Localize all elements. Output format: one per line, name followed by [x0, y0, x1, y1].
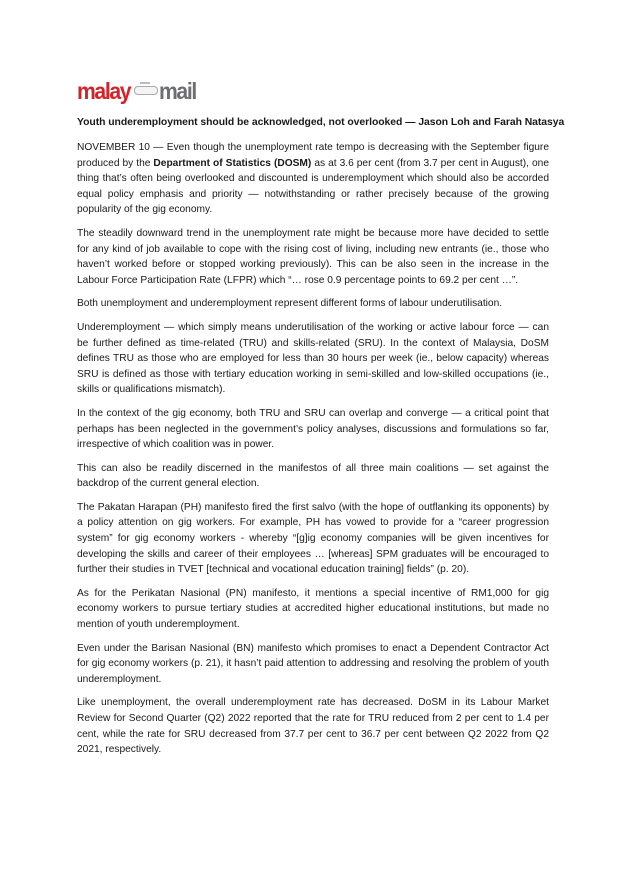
article-paragraph-1 — [77, 140, 549, 218]
paragraph-text: NOVEMBER 10 — Even though the unemployment rate tempo is decreasing with the September figure produced by the — [77, 142, 549, 169]
dosm-bold-text: Department of Statistics (DOSM) — [153, 157, 312, 169]
malay-mail-logo — [77, 76, 549, 102]
article-headline: Youth underemployment should be acknowledged, not overlooked — Jason Loh and Farah Natasya — [77, 117, 565, 128]
logo-text-mail: mail — [158, 78, 196, 104]
article-paragraph-7: The Pakatan Harapan (PH) manifesto fired the first salvo (with the hope of outflanking its opponents) by a policy attention on gig workers. For example, PH has vowed to provide for a “career progression system” for gig economy workers - whereby “[g]ig economy companies will be given incentives for developing the skills and career of their employees … [whereas] SPM graduates will be encouraged to further their studies in TVET [technical and vocational education training] fields” (p. 20). — [77, 501, 549, 576]
article-paragraph-9: Even under the Barisan Nasional (BN) manifesto which promises to enact a Dependent Contractor Act for gig economy workers (p. 21), it hasn’t paid attention to addressing and resolving the problem of youth underemployment. — [77, 642, 549, 685]
article-paragraph-6: This can also be readily discerned in the manifestos of all three main coalitions — set against the backdrop of the current general election. — [77, 462, 549, 490]
logo-link-icon — [134, 86, 158, 95]
article-paragraph-3: Both unemployment and underemployment represent different forms of labour underutilisation. — [77, 298, 503, 310]
paragraph-text: as at 3.6 per cent (from 3.7 per cent in August), one thing that’s often being overlooked and discounted is underemployment which should also be accorded equal policy emphasis and priority — notwithstanding or rather precisely because of the growing popularity of the gig economy. — [77, 157, 549, 216]
article-paragraph-2: The steadily downward trend in the unemployment rate might be because more have decided to settle for any kind of job available to cope with the rising cost of living, including new entrants (ie., those who haven’t worked before or stopped working previously). This can be also seen in the increase in the Labour Force Participation Rate (LFPR) which “… rose 0.9 percentage points to 69.2 per cent …”. — [77, 227, 549, 286]
logo-text-malay: malay — [77, 78, 131, 104]
article-page — [77, 76, 565, 766]
article-paragraph-4: Underemployment — which simply means underutilisation of the working or active labour force — can be further defined as time-related (TRU) and skills-related (SRU). In the context of Malaysia, DoSM defines TRU as those who are employed for less than 30 hours per week (ie., below capacity) whereas SRU is defined as those with tertiary education working in semi-skilled and low-skilled occupations (ie., skills or qualifications mismatch). — [77, 321, 549, 396]
article-paragraph-8: As for the Perikatan Nasional (PN) manifesto, it mentions a special incentive of RM1,000 for gig economy workers to pursue tertiary studies at accredited higher educational institutions, but made no mention of youth underemployment. — [77, 587, 549, 631]
article-paragraph-10: Like unemployment, the overall underemployment rate has decreased. DoSM in its Labour Market Review for Second Quarter (Q2) 2022 reported that the rate for TRU reduced from 2 per cent to 1.4 per cent, while the rate for SRU decreased from 37.7 per cent to 36.7 per cent between Q2 2022 from Q2 2021, respectively. — [77, 697, 549, 756]
article-paragraph-5: In the context of the gig economy, both TRU and SRU can overlap and converge — a critical point that perhaps has been neglected in the government’s policy analyses, discussions and formulations so far, irrespective of which coalition was in power. — [77, 407, 549, 451]
